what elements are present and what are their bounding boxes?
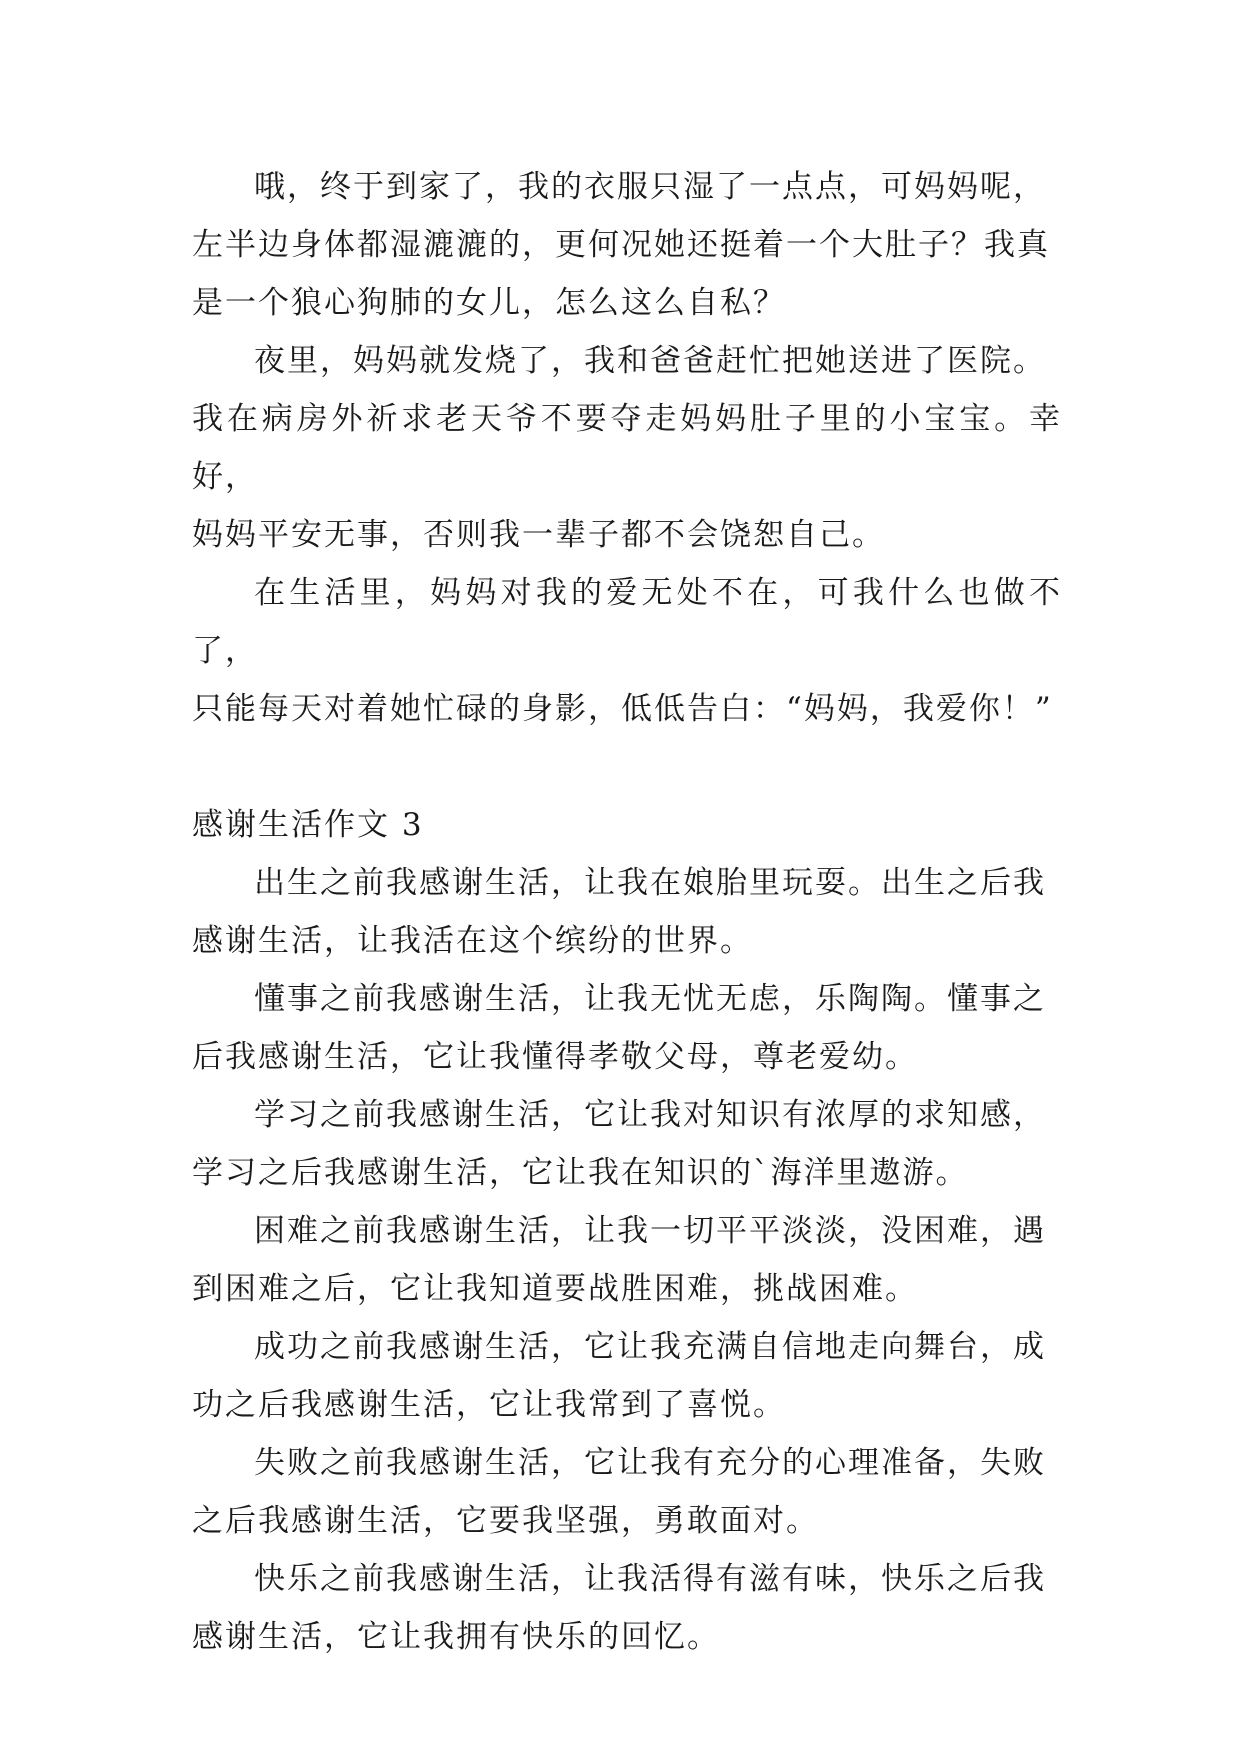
- text-line: 哦，终于到家了，我的衣服只湿了一点点，可妈妈呢，: [254, 169, 1046, 205]
- text-line: 懂事之前我感谢生活，让我无忧无虑，乐陶陶。懂事之: [254, 981, 1046, 1017]
- text-line: 妈妈平安无事，否则我一辈子都不会饶恕自己。: [192, 517, 885, 553]
- paragraph-happiness: [192, 1550, 1062, 1666]
- text-line: 失败之前我感谢生活，它让我有充分的心理准备，失败: [254, 1445, 1046, 1481]
- paragraph-night-hospital: [192, 332, 1062, 564]
- paragraph-maturity: [192, 970, 1062, 1086]
- text-line: 左半边身体都湿漉漉的，更何况她还挺着一个大肚子？我真: [192, 227, 1050, 263]
- text-line: 之后我感谢生活，它要我坚强，勇敢面对。: [192, 1503, 819, 1539]
- text-line: 学习之后我感谢生活，它让我在知识的`海洋里遨游。: [192, 1155, 969, 1191]
- text-line: 我在病房外祈求老天爷不要夺走妈妈肚子里的小宝宝。幸好，: [192, 401, 1062, 495]
- paragraph-arriving-home: [192, 158, 1062, 332]
- document-page: [192, 158, 1062, 1666]
- text-line: 后我感谢生活，它让我懂得孝敬父母，尊老爱幼。: [192, 1039, 918, 1075]
- text-line: 快乐之前我感谢生活，让我活得有滋有味，快乐之后我: [254, 1561, 1046, 1597]
- section-gap: [192, 738, 1062, 796]
- paragraph-difficulty: [192, 1202, 1062, 1318]
- paragraph-mother-love: [192, 564, 1062, 738]
- paragraph-failure: [192, 1434, 1062, 1550]
- text-line: 功之后我感谢生活，它让我常到了喜悦。: [192, 1387, 786, 1423]
- text-line: 是一个狼心狗肺的女儿，怎么这么自私？: [192, 285, 786, 321]
- section-title: 感谢生活作文 3: [192, 807, 424, 843]
- text-line: 困难之前我感谢生活，让我一切平平淡淡，没困难，遇: [254, 1213, 1046, 1249]
- text-line: 学习之前我感谢生活，它让我对知识有浓厚的求知感，: [254, 1097, 1046, 1133]
- text-line: 感谢生活，它让我拥有快乐的回忆。: [192, 1619, 720, 1655]
- text-line: 在生活里，妈妈对我的爱无处不在，可我什么也做不了，: [192, 575, 1062, 669]
- text-line: 成功之前我感谢生活，它让我充满自信地走向舞台，成: [254, 1329, 1046, 1365]
- text-line: 到困难之后，它让我知道要战胜困难，挑战困难。: [192, 1271, 918, 1307]
- paragraph-study: [192, 1086, 1062, 1202]
- paragraph-success: [192, 1318, 1062, 1434]
- text-line: 感谢生活，让我活在这个缤纷的世界。: [192, 923, 753, 959]
- text-line: 夜里，妈妈就发烧了，我和爸爸赶忙把她送进了医院。: [254, 343, 1046, 379]
- text-line: 只能每天对着她忙碌的身影，低低告白：“妈妈，我爱你！”: [192, 691, 1053, 727]
- paragraph-birth: [192, 854, 1062, 970]
- text-line: 出生之前我感谢生活，让我在娘胎里玩耍。出生之后我: [254, 865, 1046, 901]
